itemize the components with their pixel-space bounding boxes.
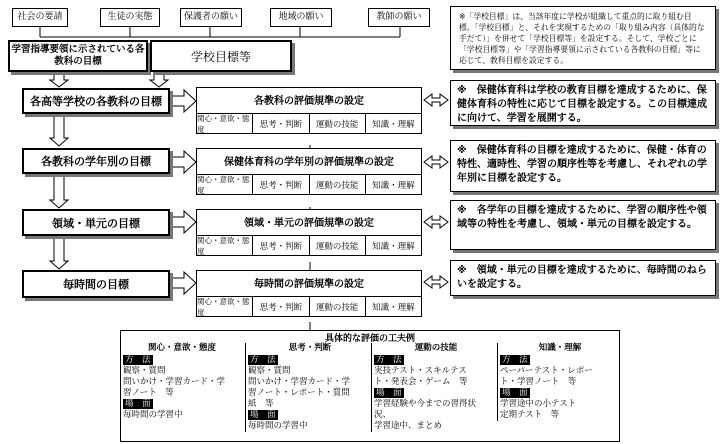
criteria-box-subject — [196, 87, 422, 134]
criteria-title: 領域・単元の評価規準の設定 — [244, 218, 374, 229]
scene-text: 学習途中の小テスト — [500, 399, 577, 409]
evaluation-column — [123, 343, 241, 421]
evaluation-examples-panel — [120, 330, 620, 442]
criteria-cell: 知識・理解 — [365, 297, 421, 316]
criteria-box-unit — [196, 209, 422, 256]
method-label: 方 法 — [376, 355, 402, 365]
method-text: 習ノート・レポート・質問 — [248, 388, 350, 398]
criteria-cell: 思考・判断 — [252, 114, 308, 133]
source-box: 社会の要請 — [12, 8, 68, 27]
criteria-cell: 運動の技能 — [309, 236, 365, 255]
evaluation-column — [497, 343, 620, 421]
source-box: 保護者の願い — [180, 8, 242, 27]
criteria-title: 保健体育科の学年別の評価規準の設定 — [224, 157, 394, 168]
method-label: 方 法 — [250, 355, 276, 365]
scene-text: 況、 — [374, 410, 392, 420]
school-goal-note: ※「学校目標」は、当該年度に学校が組織して重点的に取り組む目標。「学校目標」と、それを実現するための「取り組み内容（具体的な手だて）」を併せて「学校目標等」を設定する。そして、学校ごとに「学校目標等」や「学習指導要領に示されている各教科の目標」等に応じて、教科目標を設定する。 — [450, 6, 716, 70]
scene-label: 場 面 — [250, 410, 276, 420]
method-label: 方 法 — [125, 355, 151, 365]
scene-label: 場 面 — [376, 388, 402, 398]
criteria-cell: 関心・意欲・態度 — [197, 113, 250, 134]
criteria-cell: 思考・判断 — [252, 297, 308, 316]
criteria-cell: 知識・理解 — [365, 114, 421, 133]
column-head: 知識・理解 — [538, 343, 582, 353]
level-note: ※ 領域・単元の目標を達成するために、毎時間のねらいを設定する。 — [450, 260, 716, 296]
criteria-cell: 運動の技能 — [309, 114, 365, 133]
level-note: ※ 保健体育科の目標を達成するために、保健・体育の特性、適時性、学習の順序性等を考慮し、それぞれの学年別に目標を設定する。 — [450, 140, 716, 192]
scene-label: 場 面 — [125, 399, 151, 409]
column-head: 関心・意欲・態度 — [147, 343, 216, 353]
scene-text: 学習途中、まとめ — [374, 421, 443, 431]
method-text: ト・発表会・ゲーム 等 — [374, 377, 468, 387]
school-goal-box: 学校目標等 — [150, 40, 292, 72]
method-text: ペーパーテスト・レポー — [500, 366, 593, 376]
method-label: 方 法 — [502, 355, 528, 365]
method-text: 実技テスト・スキルテス — [374, 366, 467, 376]
goal-box-hourly: 毎時間の目標 — [22, 270, 170, 298]
criteria-cell: 思考・判断 — [252, 175, 308, 194]
scene-text: 学習経験や今までの習得状 — [374, 399, 477, 409]
scene-label: 場 面 — [502, 388, 528, 398]
method-text: 紙 等 — [248, 399, 274, 409]
scene-text: 定期テスト 等 — [500, 410, 560, 420]
criteria-title: 各教科の評価規準の設定 — [254, 96, 364, 107]
method-text: ト・学習ノート 等 — [500, 377, 577, 387]
goal-box-grade: 各教科の学年別の目標 — [22, 148, 170, 174]
source-box: 教師の願い — [368, 8, 430, 27]
scene-text: 毎時間の学習中 — [123, 410, 183, 420]
criteria-box-hourly — [196, 270, 422, 317]
criteria-title: 毎時間の評価規準の設定 — [254, 279, 364, 290]
method-text: 観察・質問 — [123, 366, 166, 376]
level-note: ※ 保健体育科は学校の教育目標を達成するために、保健体育科の特性に応じて目標を設定する。この目標達成に向けて、学習を展開する。 — [450, 80, 716, 126]
criteria-cell: 知識・理解 — [365, 236, 421, 255]
level-note: ※ 各学年の目標を達成するために、学習の順序性や領域等の特性を考慮し、領域・単元の目標を設定する。 — [450, 200, 716, 250]
criteria-cell: 関心・意欲・態度 — [197, 174, 250, 195]
source-box: 地域の願い — [270, 8, 332, 27]
criteria-cell: 運動の技能 — [309, 297, 365, 316]
criteria-cell: 運動の技能 — [309, 175, 365, 194]
method-text: 問いかけ・学習カード・学 — [123, 377, 226, 387]
criteria-box-grade — [196, 148, 422, 195]
method-text: 観察・質問 — [248, 366, 291, 376]
method-text: 問いかけ・学習カード・学 — [248, 377, 351, 387]
criteria-cell: 知識・理解 — [365, 175, 421, 194]
goal-box-unit: 領域・単元の目標 — [22, 209, 170, 236]
scene-text: 毎時間の学習中 — [248, 421, 308, 431]
criteria-cell: 関心・意欲・態度 — [197, 235, 250, 256]
evaluation-column — [371, 343, 498, 432]
criteria-cell: 思考・判断 — [252, 236, 308, 255]
evaluation-examples-title: 具体的な評価の工夫例 — [324, 334, 415, 344]
curriculum-goal-box: 学習指導要領に示されている各教科の目標 — [8, 40, 148, 72]
evaluation-column — [245, 343, 372, 432]
source-box: 生徒の実態 — [100, 8, 160, 27]
method-text: 習ノート 等 — [123, 388, 174, 398]
column-head: 運動の技能 — [414, 343, 458, 353]
goal-box-school-subject: 各高等学校の各教科の目標 — [22, 88, 170, 114]
column-head: 思考・判断 — [288, 343, 332, 353]
criteria-cell: 関心・意欲・態度 — [197, 296, 250, 317]
